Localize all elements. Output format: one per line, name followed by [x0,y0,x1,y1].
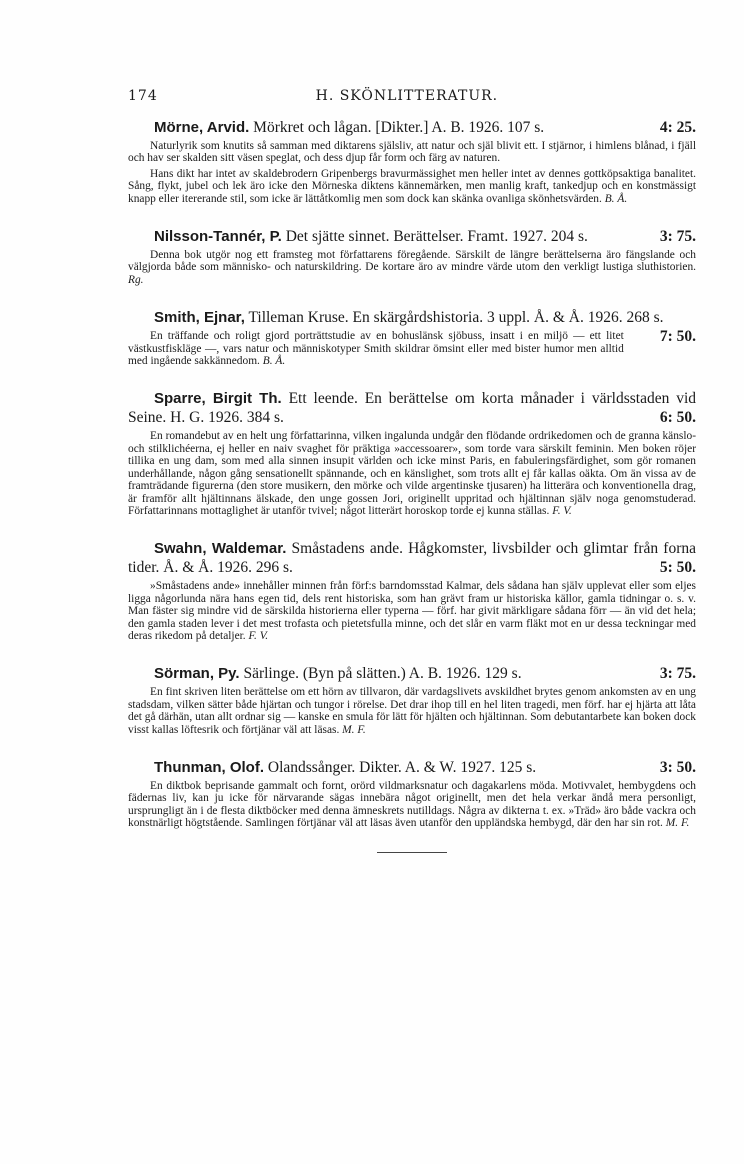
reviewer-signature: M. F. [342,723,366,736]
entry-author: Thunman, Olof. [154,758,264,776]
entry-author: Sörman, Py. [154,665,240,683]
reviewer-signature: F. V. [552,504,572,517]
entry-details: Ett leende. En berättelse om korta månader i världsstaden vid Seine. H. G. 1926. 384 s. [128,390,697,427]
paragraph-text: »Småstadens ande» innehåller minnen från förf:s barndomsstad Kalmar, dels sådana han själv upplevat eller som eljes ligga någorlunda nära hans egen tid, dels rent historiska, som han grävt fram ur historiska källor, gamla tidningar o. s. v. Man fäster sig mindre vid de särskilda historierna eller typerna — förf. har givit märkligare sådana förr — än vid det hela; den gamla staden lever i det mest trofasta och pietetsfulla minne, och det slår en varm fläkt mot en ur dessa teckningar med deras rikedom på detaljer. [128,580,696,642]
reviewer-signature: M. F. [665,817,690,830]
paragraph-text: Hans dikt har intet av skaldebrodern Gripenbergs bravurmässighet men heller intet av dennes gottköpsaktiga banalitet. Sång, flykt, jubel och lek äro icke den Mörneska diktens kännemärken, men manlig kraft, tankedjup och en konstmässigt knapp eller itererande stil, som icke är lättåtkomlig men som dock kan skänka ovanliga skönhetsvärden. [128,167,696,205]
entry-price: 3: 75. [659,665,696,683]
review-entry [128,758,696,830]
reviewer-signature: F. V. [248,629,269,642]
paragraph-text: En diktbok beprisande gammalt och fornt, orörd vildmarksnatur och dagakarlens möda. Motivvalet, hembygdens och fädernas liv, kan ju icke för närvarande sägas innebära något originellt, men det hela verkar ändå mera personligt, ursprungligt än i de flesta diktböcker med denna ämneskrets nutilldags. Några av dikterna t. ex. »Träd» äro både vackra och konstnärligt högtstående. Samlingen förtjänar väl att läsas även utanför den uppländska hembygd, där den har sin rot. [128,779,696,830]
entries-list [128,118,696,830]
entry-details: Olandssånger. Dikter. A. & W. 1927. 125 s. [267,758,537,776]
reviewer-signature: B. Å. [262,355,286,368]
entry-paragraph [128,168,696,205]
entry-paragraph [128,249,696,286]
review-entry [128,664,696,736]
page [128,88,696,853]
review-entry [128,389,696,517]
entry-price: 6: 50. [659,409,696,427]
paragraph-text: En träffande och roligt gjord porträttstudie av en bohuslänsk sjöbuss, insatt i en miljö — ett litet västkustfiskläge —, vars natur och människotyper Smith skildrar ömsint eller med bister humor men alltid med ingående sakkännedom. [128,330,624,368]
entry-paragraph [128,140,696,165]
entry-paragraph [128,780,696,830]
entry-price: 5: 50. [659,559,696,577]
entry-price: 3: 50. [659,758,696,776]
entry-paragraph [128,686,696,736]
entry-details: Småstadens ande. Hågkomster, livsbilder och glimtar från forna tider. Å. & Å. 1926. 296 s. [128,540,697,577]
review-entry [128,227,696,286]
review-entry [128,539,696,642]
end-rule [377,852,447,853]
reviewer-signature: B. Å. [604,192,628,205]
entry-heading [128,389,696,427]
entry-details: Tilleman Kruse. En skärgårdshistoria. 3 uppl. Å. & Å. 1926. 268 s. [248,309,664,327]
entry-details: Särlinge. (Byn på slätten.) A. B. 1926. 129 s. [243,665,522,683]
entry-heading [128,539,696,577]
paragraph-text: Naturlyrik som knutits så samman med diktarens själsliv, att natur och själ blivit ett. I stjärnor, i himlens blånad, i fjäll och hav ser skalden sitt väsen speglat, och dess djup får form och färg av naturen. [128,140,696,165]
entry-paragraph [128,430,696,517]
paragraph-text: En romandebut av en helt ung författarinna, vilken ingalunda undgår den flödande ordrikedomen och de granna känslo- och stilklichéerna, ej heller en naiv svaghet för präktiga »accessoarer», som torde vara särskilt feminin. Men boken röjer tillika en ung dam, som med alla sinnen insupit världen och icke minst Paris, en fabuleringsfärdighet, som gör romanen underhållande, någon gång sensationellt spännande, och en känslighet, som trots allt ej får kallas oäkta. Om än vissa av de framträdande figurerna (den store musikern, den mörke och vilde argentinske tjusaren) ha litterära och konventionella drag, är framför allt hjältinnans älskade, den unge gossen Jori, originellt uppritad och hjältinnan själv noga genomstuderad. Författarinnans mottaglighet är utanför tvivel; något litterärt horoskop torde ej kunna ställas. [128,430,696,517]
entry-author: Smith, Ejnar, [154,309,245,327]
entry-paragraph [128,330,696,367]
entry-price: 3: 75. [659,228,696,246]
reviewer-signature: Rg. [128,273,144,286]
entry-paragraph [128,580,696,642]
review-entry [128,308,696,367]
entry-heading [128,118,696,137]
entry-author: Swahn, Waldemar. [154,540,287,558]
paragraph-text: Denna bok utgör nog ett framsteg mot författarens föregående. Särskilt de längre berättelserna äro fängslande och välgjorda både som människo- och naturskildring. De kortare äro av mindre värde utom den verkligt lustiga sluthistorien. [128,249,696,274]
entry-heading [128,227,696,246]
review-entry [128,118,696,205]
entry-price: 7: 50. [659,328,696,346]
running-header [128,88,696,104]
paragraph-text: En fint skriven liten berättelse om ett hörn av tillvaron, där vardagslivets avskildhet brytes genom ankomsten av en ung stadsdam, vilken sätter både hjärtan och tungor i rörelse. Det drar ihop till en hel liten tragedi, men förf. har ej hjärta att låta det gå därhän, utan allt ordnar sig — kanske en smula för lätt för hjälten och hjältinnan. Som debutantarbete kan boken dock visst kallas löftesrik och förtjänar väl att läsas. [128,686,696,736]
entry-heading [128,664,696,683]
page-number: 174 [128,88,158,104]
section-title: H. SKÖNLITTERATUR. [315,88,499,104]
entry-author: Mörne, Arvid. [154,119,250,136]
entry-details: Mörkret och lågan. [Dikter.] A. B. 1926. 107 s. [253,119,545,136]
entry-heading [128,758,696,777]
entry-details: Det sjätte sinnet. Berättelser. Framt. 1927. 204 s. [285,228,588,246]
entry-heading [128,308,696,346]
entry-author: Nilsson-Tannér, P. [154,228,282,246]
entry-author: Sparre, Birgit Th. [154,390,282,408]
entry-price: 4: 25. [659,119,696,136]
